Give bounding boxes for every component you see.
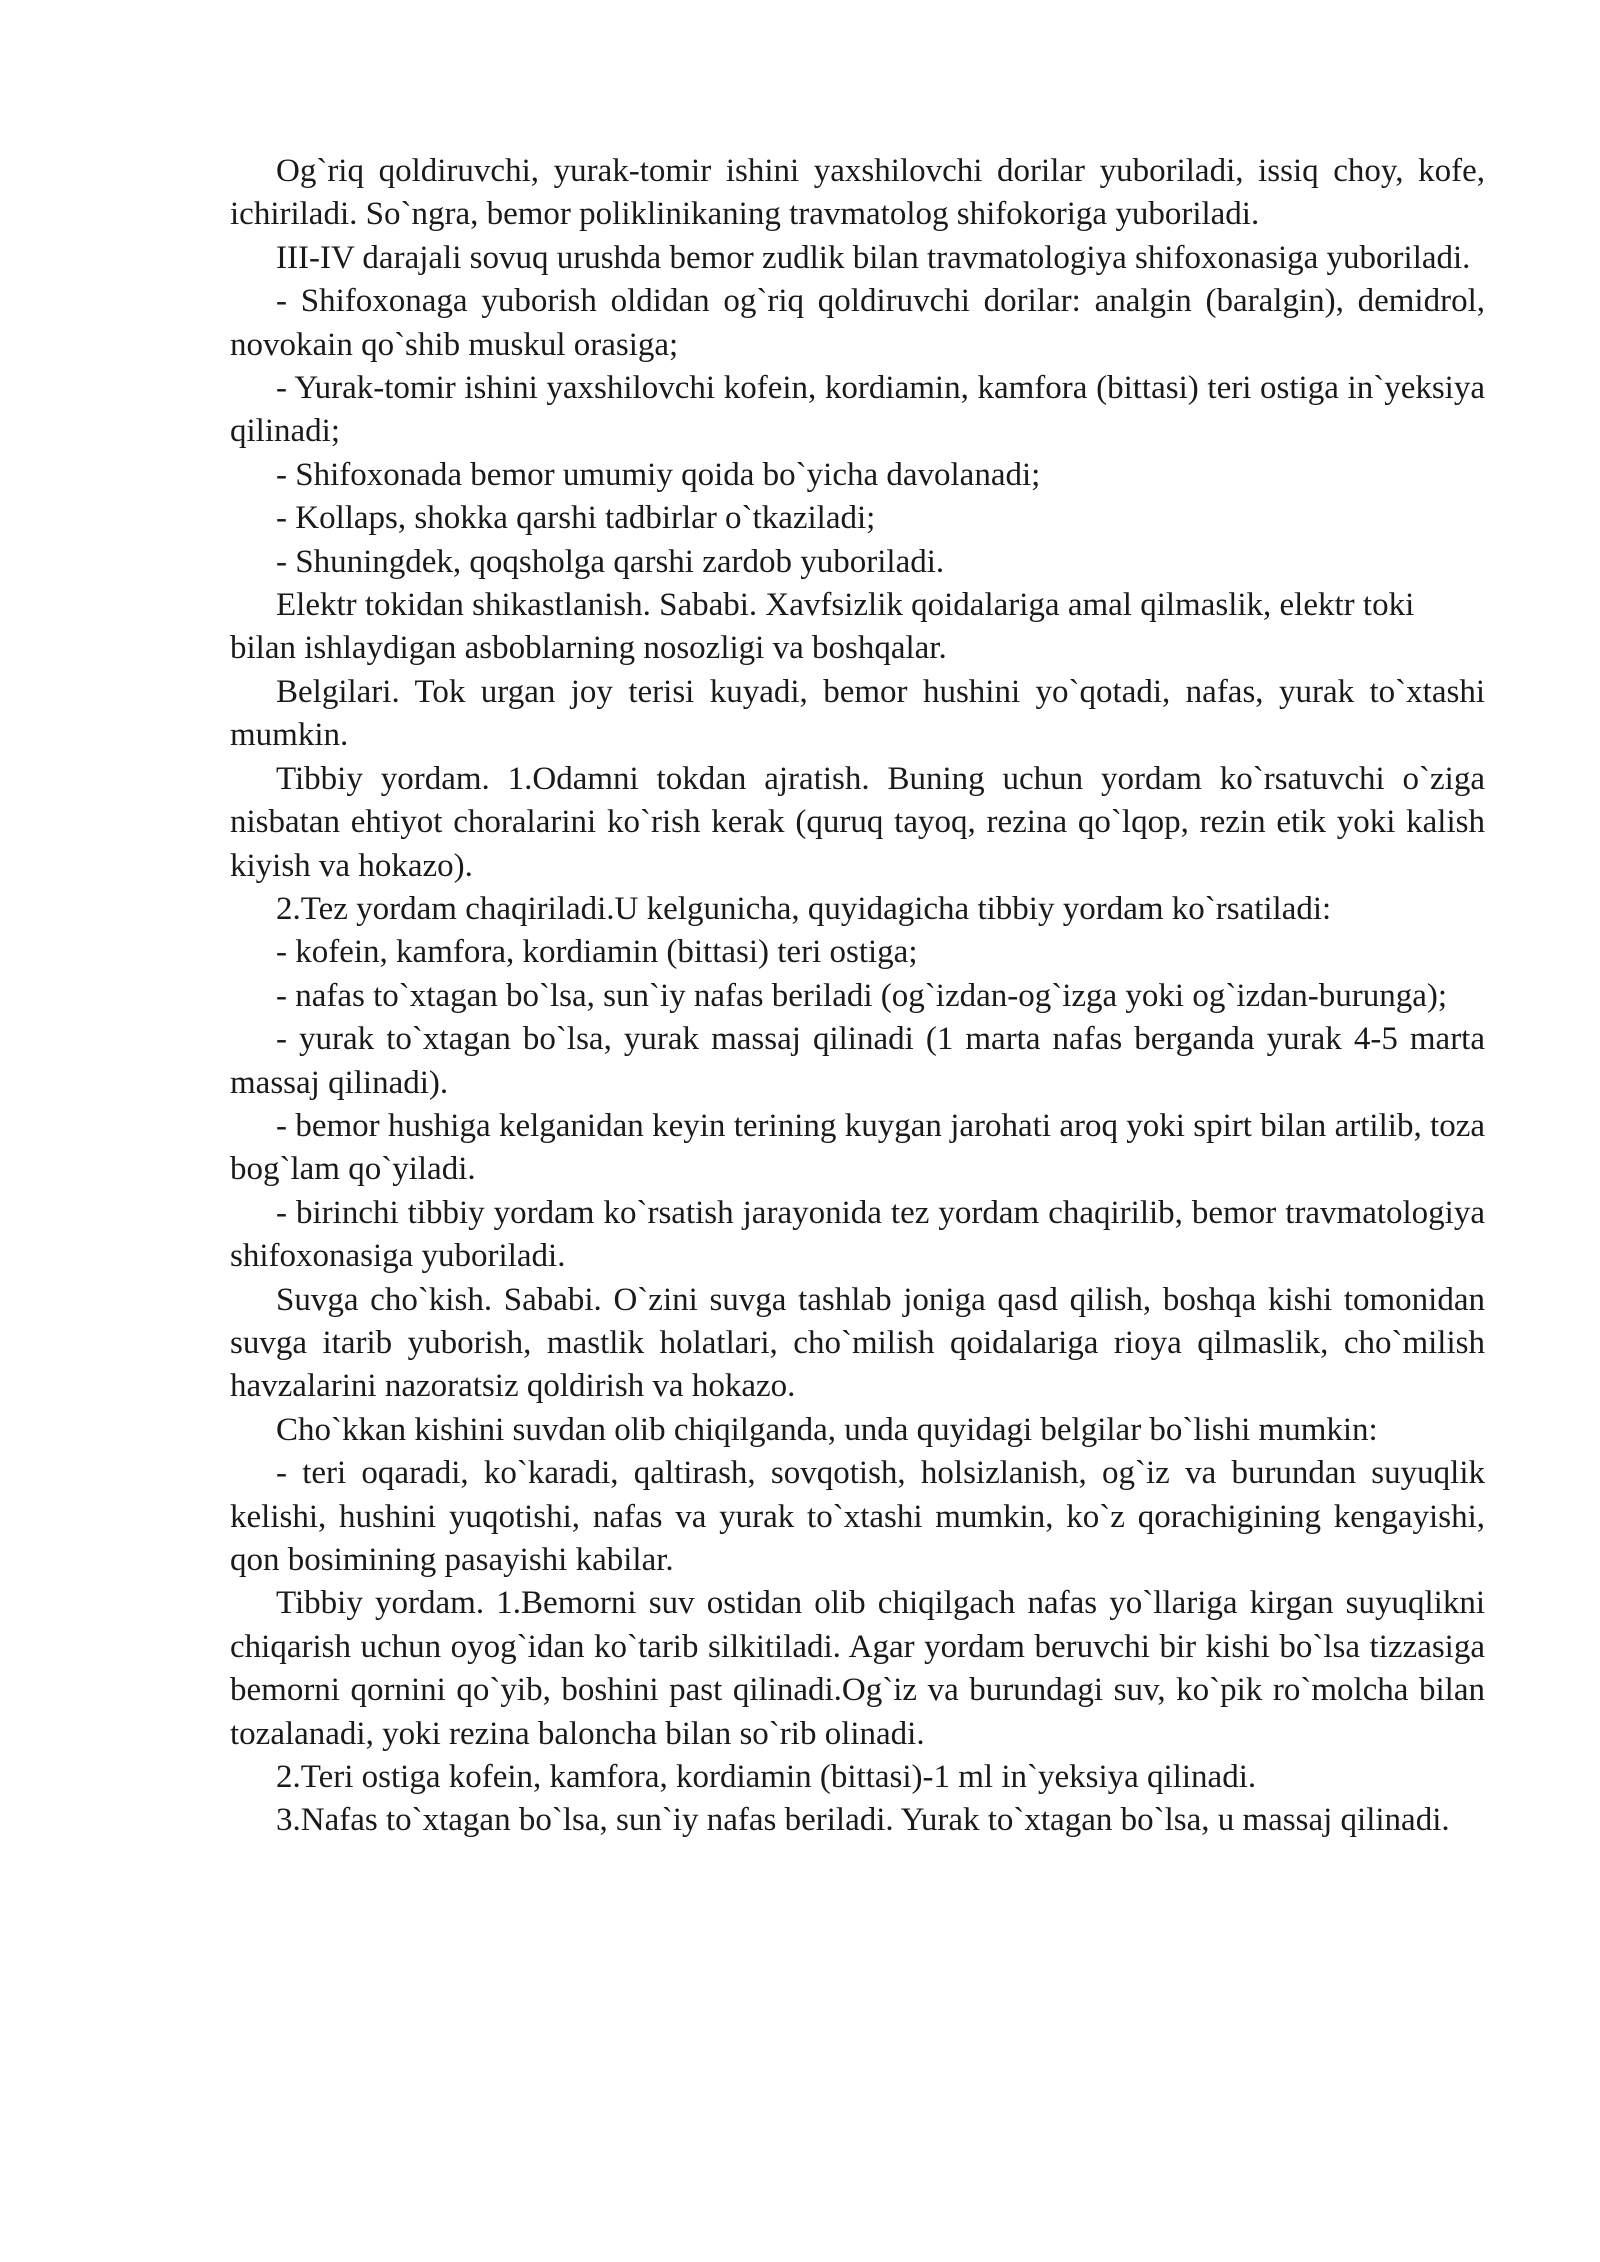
list-item-hospital-treatment: - Shifoxonada bemor umumiy qoida bo`yicha davolanadi; — [276, 456, 1041, 493]
paragraph-call-ambulance: 2.Tez yordam chaqiriladi.U kelgunicha, quyidagicha tibbiy yordam ko`rsatiladi: — [276, 890, 1332, 927]
document-page — [230, 150, 1485, 1843]
paragraph-drowning-first-aid: Tibbiy yordam. 1.Bemorni suv ostidan olib chiqilgach nafas yo`llariga kirgan suyuqlikni chiqarish uchun oyog`idan ko`tarib silkitiladi. Agar yordam beruvchi bir kishi bo`lsa tizzasiga bemorni qornini qo`yib, boshini past qilinadi.Og`iz va burundagi suv, ko`pik ro`molcha bilan tozalanadi, yoki rezina baloncha bilan so`rib olinadi. — [230, 1585, 1485, 1752]
paragraph-first-aid-intro: Og`riq qoldiruvchi, yurak-tomir ishini yaxshilovchi dorilar yuboriladi, issiq choy, kofe, ichiriladi. So`ngra, bemor poliklinikaning travmatolog shifokoriga yuboriladi. — [230, 153, 1485, 233]
paragraph-drowning-cause: Suvga cho`kish. Sababi. O`zini suvga tashlab joniga qasd qilish, boshqa kishi tomonidan suvga itarib yuborish, mastlik holatlari, cho`milish qoidalariga rioya qilmaslik, cho`milish havzalarini nazoratsiz qoldirish va hokazo. — [230, 1281, 1485, 1405]
paragraph-drowning-injection: 2.Teri ostiga kofein, kamfora, kordiamin (bittasi)-1 ml in`yeksiya qilinadi. — [276, 1759, 1257, 1796]
paragraph-drowning-resuscitation: 3.Nafas to`xtagan bo`lsa, sun`iy nafas beriladi. Yurak to`xtagan bo`lsa, u massaj qilinadi. — [276, 1802, 1450, 1839]
list-item-injection: - kofein, kamfora, kordiamin (bittasi) teri ostiga; — [276, 934, 918, 971]
list-item-hospitalization: - birinchi tibbiy yordam ko`rsatish jarayonida tez yordam chaqirilib, bemor travmatologiya shifoxonasiga yuboriladi. — [230, 1194, 1485, 1275]
list-item-artificial-breathing: - nafas to`xtagan bo`lsa, sun`iy nafas beriladi (og`izdan-og`izga yoki og`izdan-burunga); — [276, 977, 1448, 1014]
paragraph-drowning-signs-intro: Cho`kkan kishini suvdan olib chiqilganda, unda quyidagi belgilar bo`lishi mumkin: — [276, 1411, 1378, 1448]
list-item-drowning-signs: - teri oqaradi, ko`karadi, qaltirash, sovqotish, holsizlanish, og`iz va burundan suyuqlik kelishi, hushini yuqotishi, nafas va yurak to`xtashi mumkin, ko`z qorachigining kengayishi, qon bosimining pasayishi kabilar. — [230, 1455, 1485, 1578]
paragraph-electric-first-aid: Tibbiy yordam. 1.Odamni tokdan ajratish. Buning uchun yordam ko`rsatuvchi o`ziga nisbatan ehtiyot choralarini ko`rish kerak (quruq tayoq, rezina qo`lqop, rezin etik yoki kalish kiyish va hokazo). — [230, 760, 1485, 884]
paragraph-frostbite-severe: III-IV darajali sovuq urushda bemor zudlik bilan travmatologiya shifoxonasiga yuboriladi. — [276, 239, 1471, 276]
paragraph-electric-injury-cause: Elektr tokidan shikastlanish. Sababi. Xavfsizlik qoidalariga amal qilmaslik, elektr toki bilan ishlaydigan asboblarning nosozligi va boshqalar. — [230, 587, 1415, 667]
list-item-painkillers: - Shifoxonaga yuborish oldidan og`riq qoldiruvchi dorilar: analgin (baralgin), demidrol, novokain qo`shib muskul orasiga; — [230, 283, 1485, 363]
list-item-anti-shock: - Kollaps, shokka qarshi tadbirlar o`tkaziladi; — [276, 500, 876, 537]
list-item-heart-massage: - yurak to`xtagan bo`lsa, yurak massaj qilinadi (1 marta nafas berganda yurak 4-5 marta massaj qilinadi). — [230, 1021, 1485, 1101]
list-item-burn-dressing: - bemor hushiga kelganidan keyin terining kuygan jarohati aroq yoki spirt bilan artilib, toza bog`lam qo`yiladi. — [230, 1107, 1485, 1188]
list-item-cardio-drugs: - Yurak-tomir ishini yaxshilovchi kofein, kordiamin, kamfora (bittasi) teri ostiga in`yeksiya qilinadi; — [230, 370, 1485, 450]
paragraph-electric-injury-signs: Belgilari. Tok urgan joy terisi kuyadi, bemor hushini yo`qotadi, nafas, yurak to`xtashi mumkin. — [230, 673, 1485, 754]
list-item-tetanus-serum: - Shuningdek, qoqsholga qarshi zardob yuboriladi. — [276, 543, 945, 580]
